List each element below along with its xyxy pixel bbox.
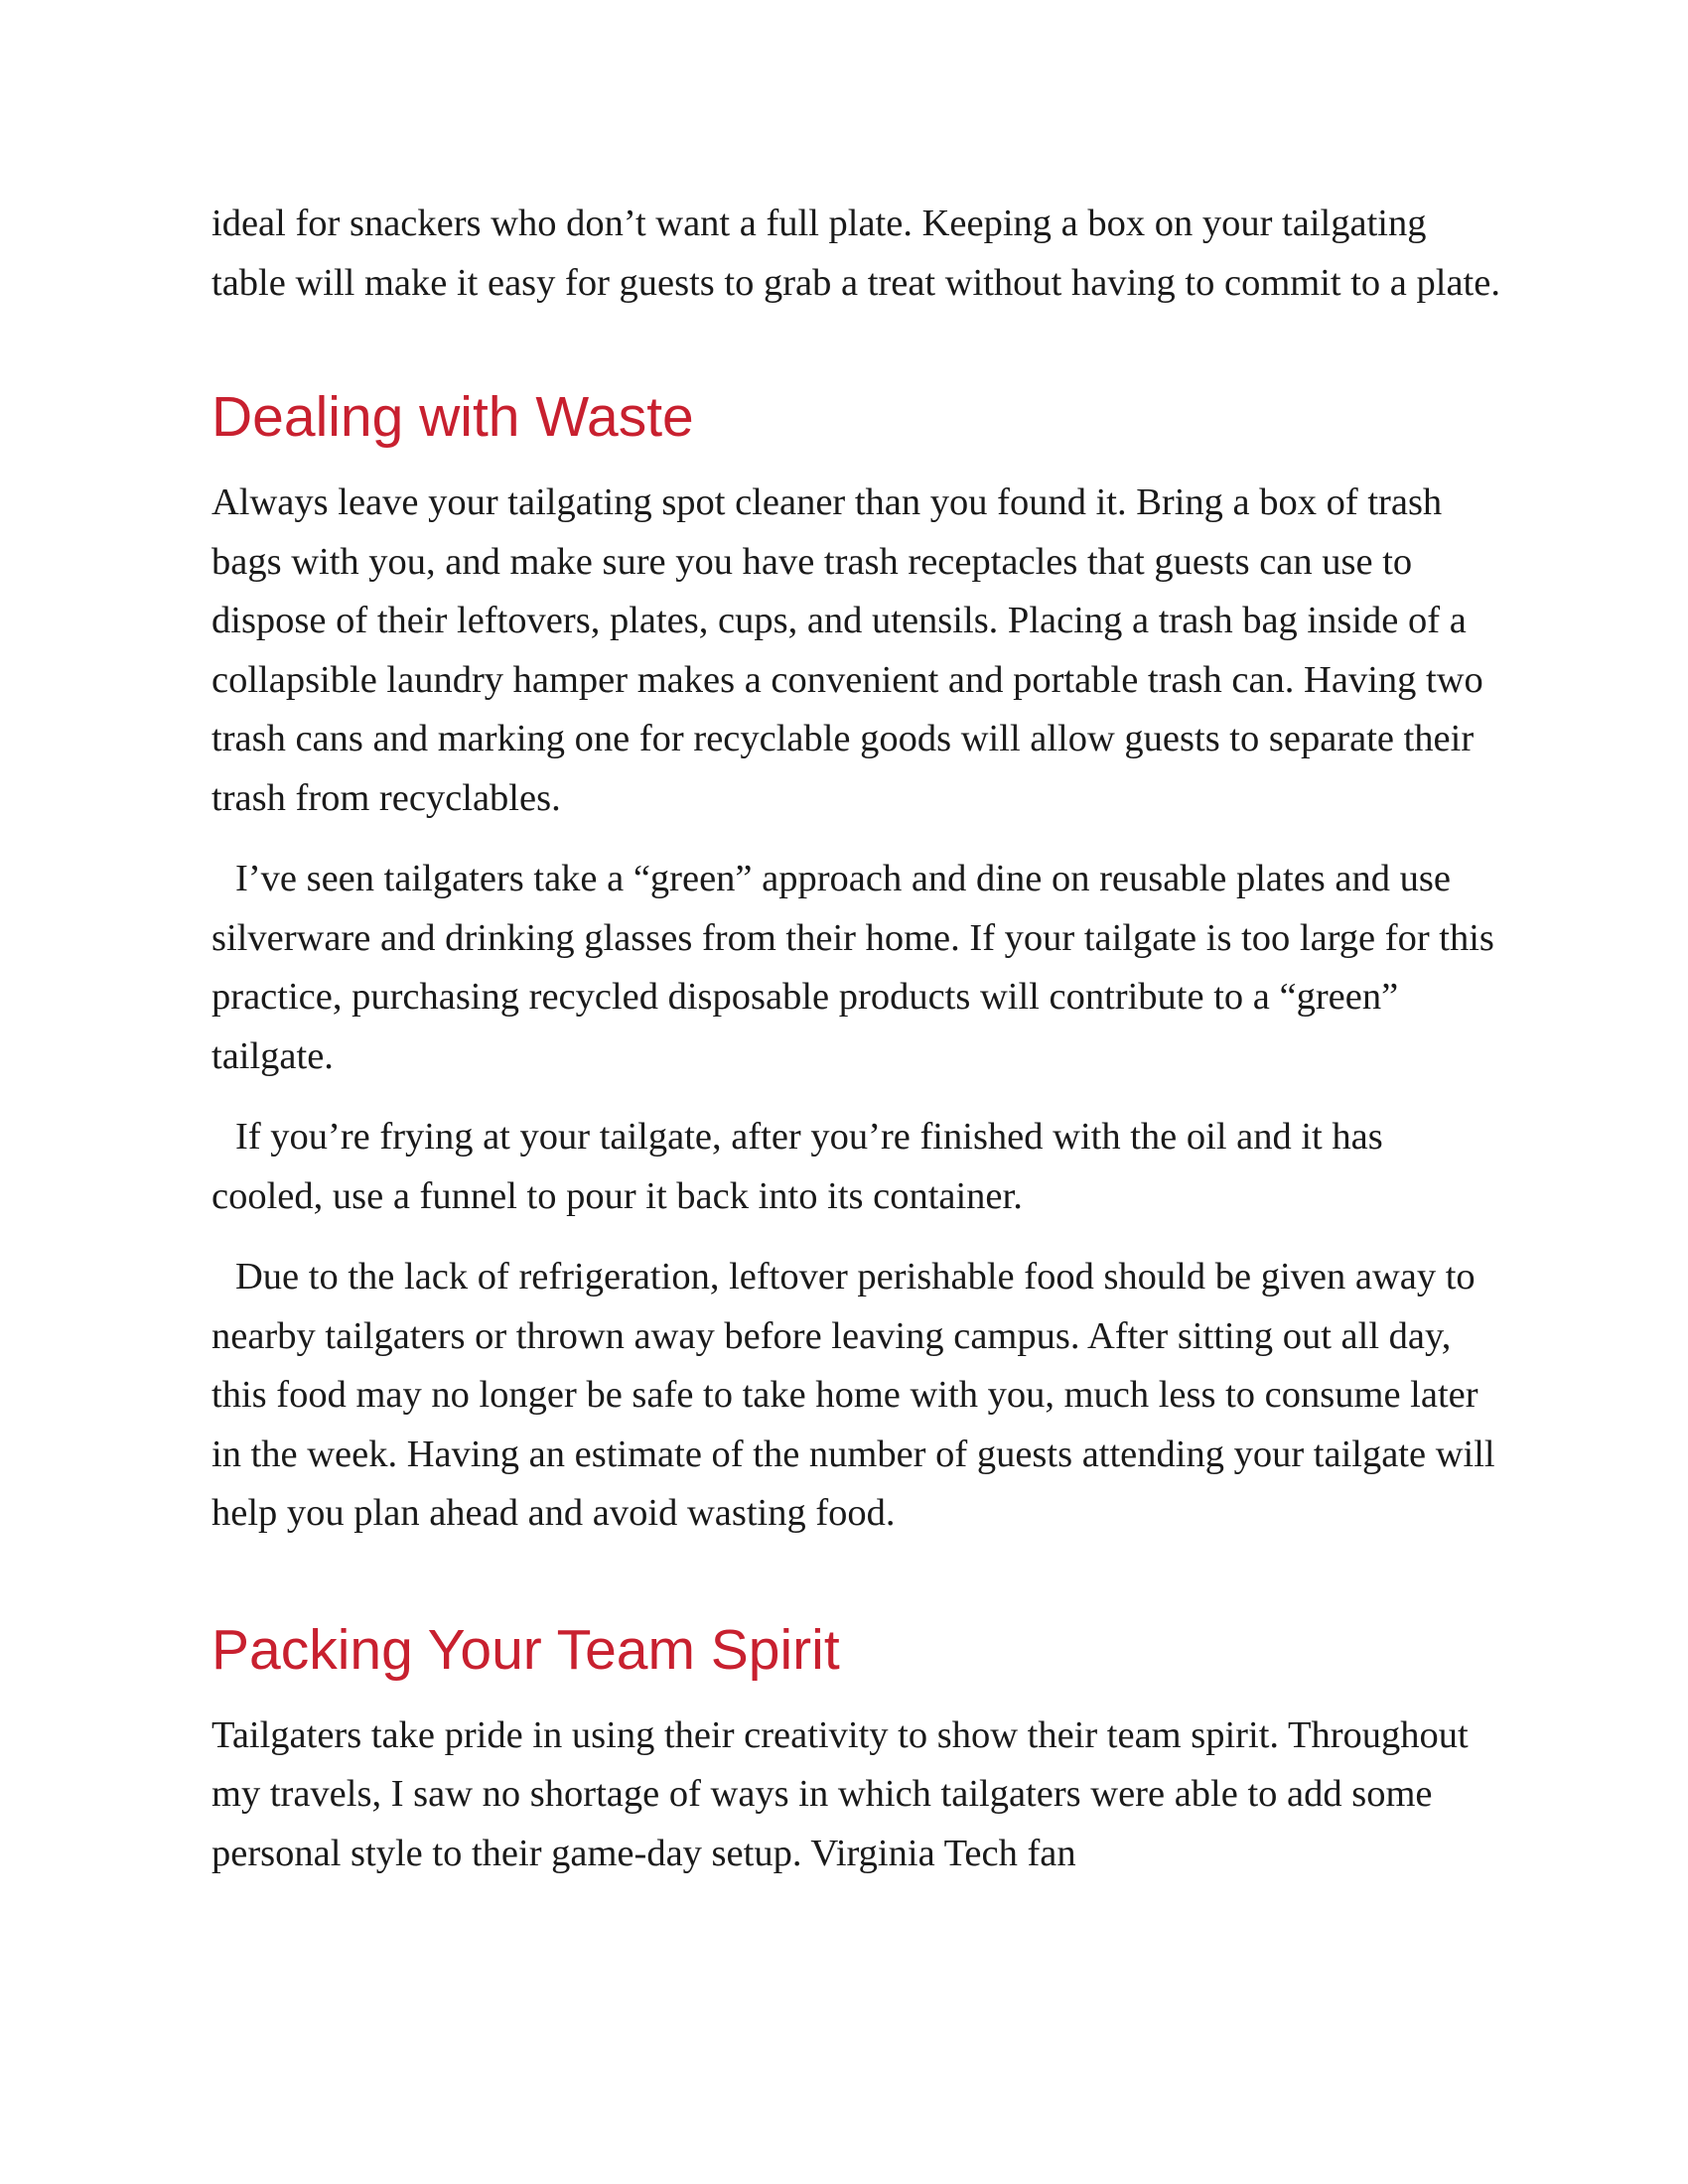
intro-paragraph: ideal for snackers who don’t want a full plate. Keeping a box on your tailgating table will make it easy for guests to grab a treat without having to commit to a plate. <box>211 203 1500 304</box>
section-heading-waste: Dealing with Waste <box>211 385 694 449</box>
spirit-paragraph-1: Tailgaters take pride in using their creativity to show their team spirit. Throughout my travels, I saw no shortage of ways in which tailgaters were able to add some personal style to their game-day setup. Virginia Tech fan <box>211 1713 1469 1874</box>
waste-paragraph-1: Always leave your tailgating spot cleaner than you found it. Bring a box of trash bags with you, and make sure you have trash receptacles that guests can use to dispose of their leftovers, plates, cups, and utensils. Placing a trash bag inside of a collapsible laundry hamper makes a convenient and portable trash can. Having two trash cans and marking one for recyclable goods will allow guests to separate their trash from recyclables. <box>211 481 1483 819</box>
section-heading-spirit: Packing Your Team Spirit <box>211 1617 840 1682</box>
waste-paragraph-2: I’ve seen tailgaters take a “green” approach and dine on reusable plates and use silverware and drinking glasses from their home. If your tailgate is too large for this practice, purchasing recycled disposable products will contribute to a “green” tailgate. <box>211 858 1494 1077</box>
document-page <box>211 195 1502 1883</box>
waste-paragraph-3: If you’re frying at your tailgate, after you’re finished with the oil and it has cooled, use a funnel to pour it back into its container. <box>211 1116 1383 1217</box>
waste-paragraph-4: Due to the lack of refrigeration, leftover perishable food should be given away to nearby tailgaters or thrown away before leaving campus. After sitting out all day, this food may no longer be safe to take home with you, much less to consume later in the week. Having an estimate of the number of guests attending your tailgate will help you plan ahead and avoid wasting food. <box>211 1256 1495 1534</box>
